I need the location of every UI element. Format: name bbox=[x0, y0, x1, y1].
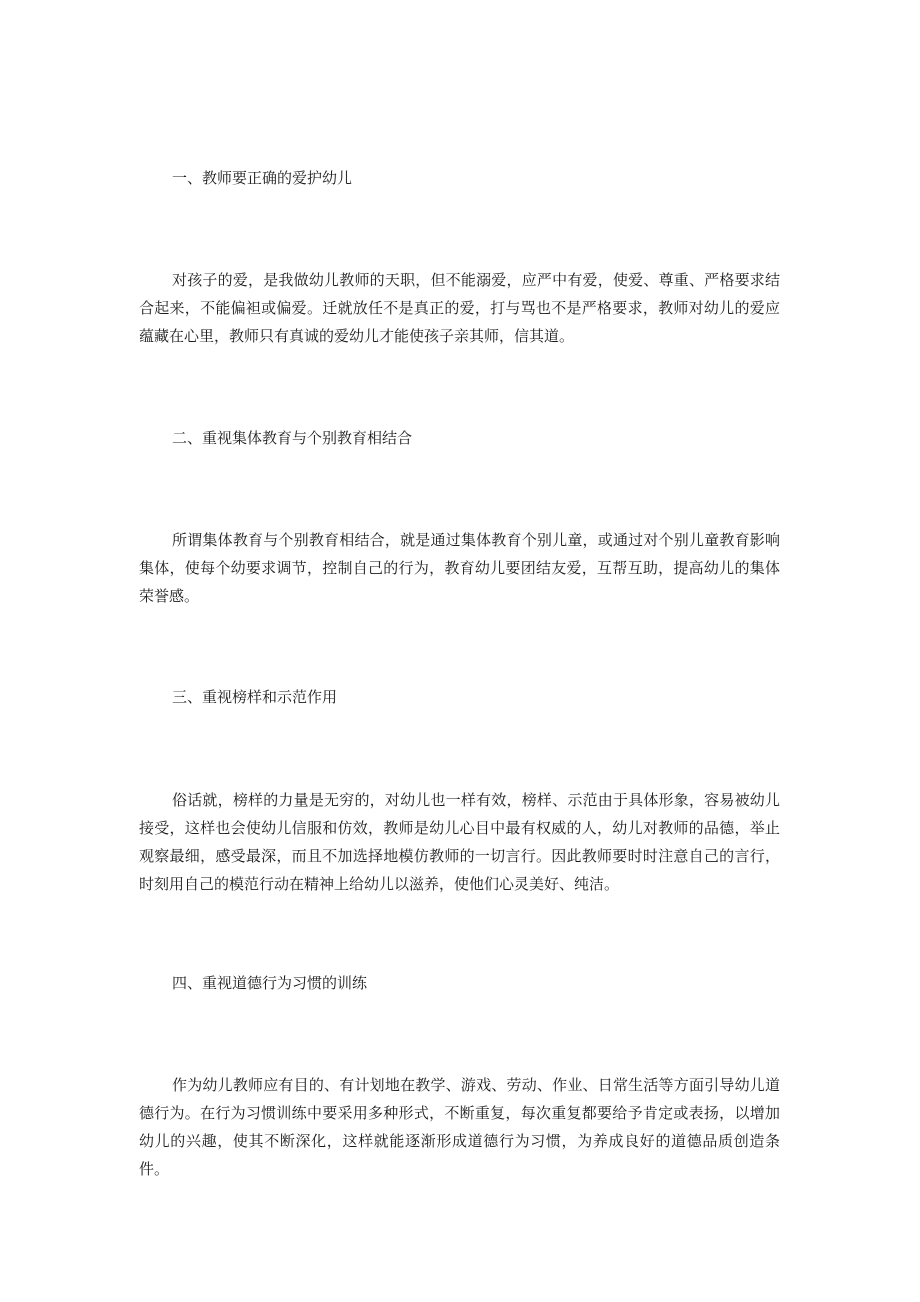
section-heading-4: 四、重视道德行为习惯的训练 bbox=[172, 974, 368, 992]
section-paragraph-4: 作为幼儿教师应有目的、有计划地在教学、游戏、劳动、作业、日常生活等方面引导幼儿道德行为。在行为习惯训练中要采用多种形式，不断重复，每次重复都要给予肯定或表扬，以增加幼儿的兴趣，使其不断深化，这样就能逐渐形成道德行为习惯，为养成良好的道德品质创造条件。 bbox=[139, 1076, 780, 1178]
section-heading-1: 一、教师要正确的爱护幼儿 bbox=[172, 169, 353, 187]
section-paragraph-3: 俗话就，榜样的力量是无穷的，对幼儿也一样有效，榜样、示范由于具体形象，容易被幼儿接受，这样也会使幼儿信服和仿效，教师是幼儿心目中最有权威的人，幼儿对教师的品德，举止观察最细，感受最深，而且不加选择地模仿教师的一切言行。因此教师要时时注意自己的言行，时刻用自己的模范行动在精神上给幼儿以滋养，使他们心灵美好、纯洁。 bbox=[139, 791, 780, 893]
section-heading-3: 三、重视榜样和示范作用 bbox=[172, 688, 338, 706]
section-paragraph-2: 所谓集体教育与个别教育相结合，就是通过集体教育个别儿童，或通过对个别儿童教育影响集体，使每个幼要求调节，控制自己的行为，教育幼儿要团结友爱，互帮互助，提高幼儿的集体荣誉感。 bbox=[139, 531, 780, 605]
section-paragraph-1: 对孩子的爱，是我做幼儿教师的天职，但不能溺爱，应严中有爱，使爱、尊重、严格要求结合起来，不能偏袒或偏爱。迁就放任不是真正的爱，打与骂也不是严格要求，教师对幼儿的爱应蕴藏在心里，教师只有真诚的爱幼儿才能使孩子亲其师，信其道。 bbox=[139, 271, 780, 345]
section-heading-2: 二、重视集体教育与个别教育相结合 bbox=[172, 429, 413, 447]
